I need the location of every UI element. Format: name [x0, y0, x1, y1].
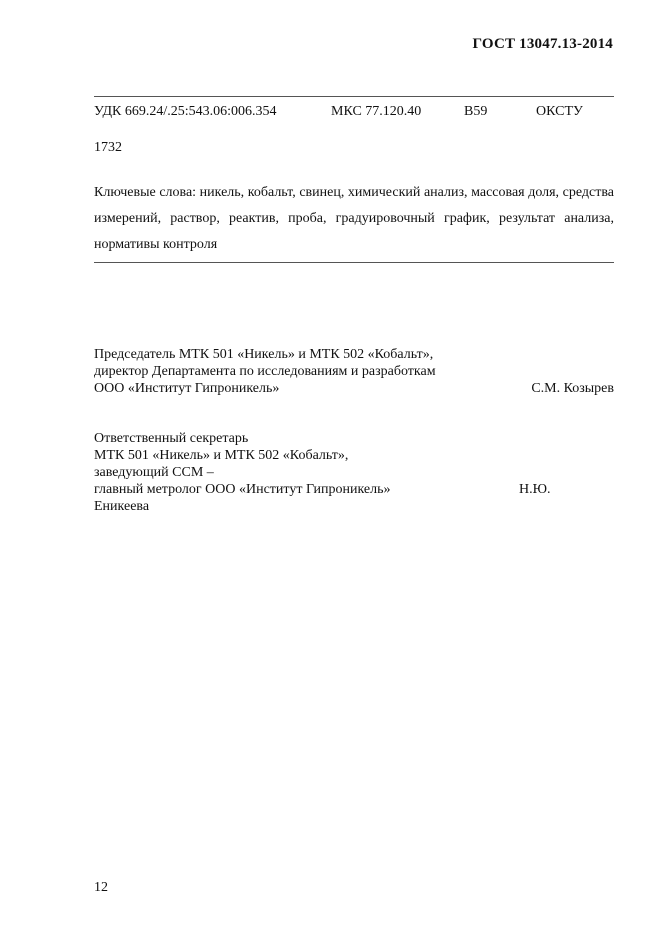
top-rule: [94, 96, 614, 97]
keywords-paragraph: Ключевые слова: никель, кобальт, свинец, химический анализ, массовая доля, средства измерений, раствор, реактив, проба, градуировочный график, результат анализа, нормативы контроля: [94, 185, 614, 252]
signatory-name: Н.Ю.: [519, 482, 551, 497]
signatory-surname: Еникеева: [94, 499, 150, 514]
b-code: В59: [464, 104, 488, 119]
signature-line: Председатель МТК 501 «Никель» и МТК 502 «Кобальт»,: [94, 347, 434, 362]
document-code: ГОСТ 13047.13-2014: [472, 36, 613, 52]
signature-line: Ответственный секретарь: [94, 431, 249, 446]
page-number: 12: [94, 880, 108, 895]
signature-org: ООО «Институт Гипроникель»: [94, 381, 280, 396]
classification-row: [94, 104, 614, 122]
signature-block-secretary: [94, 430, 614, 515]
signature-line: МТК 501 «Никель» и МТК 502 «Кобальт»,: [94, 448, 349, 463]
signature-line: заведующий ССМ –: [94, 465, 214, 480]
signature-line: [94, 481, 614, 498]
okstu-value: 1732: [94, 140, 122, 155]
signatory-name: С.М. Козырев: [531, 381, 614, 396]
signature-org: главный метролог ООО «Институт Гипроникель»: [94, 482, 391, 497]
udk-code: УДК 669.24/.25:543.06:006.354: [94, 104, 277, 119]
signature-block-chairman: [94, 346, 614, 397]
okstu-label: ОКСТУ: [536, 104, 583, 119]
signature-line: [94, 380, 614, 397]
mks-code: МКС 77.120.40: [331, 104, 422, 119]
bottom-rule: [94, 262, 614, 263]
signature-line: директор Департамента по исследованиям и разработкам: [94, 364, 436, 379]
